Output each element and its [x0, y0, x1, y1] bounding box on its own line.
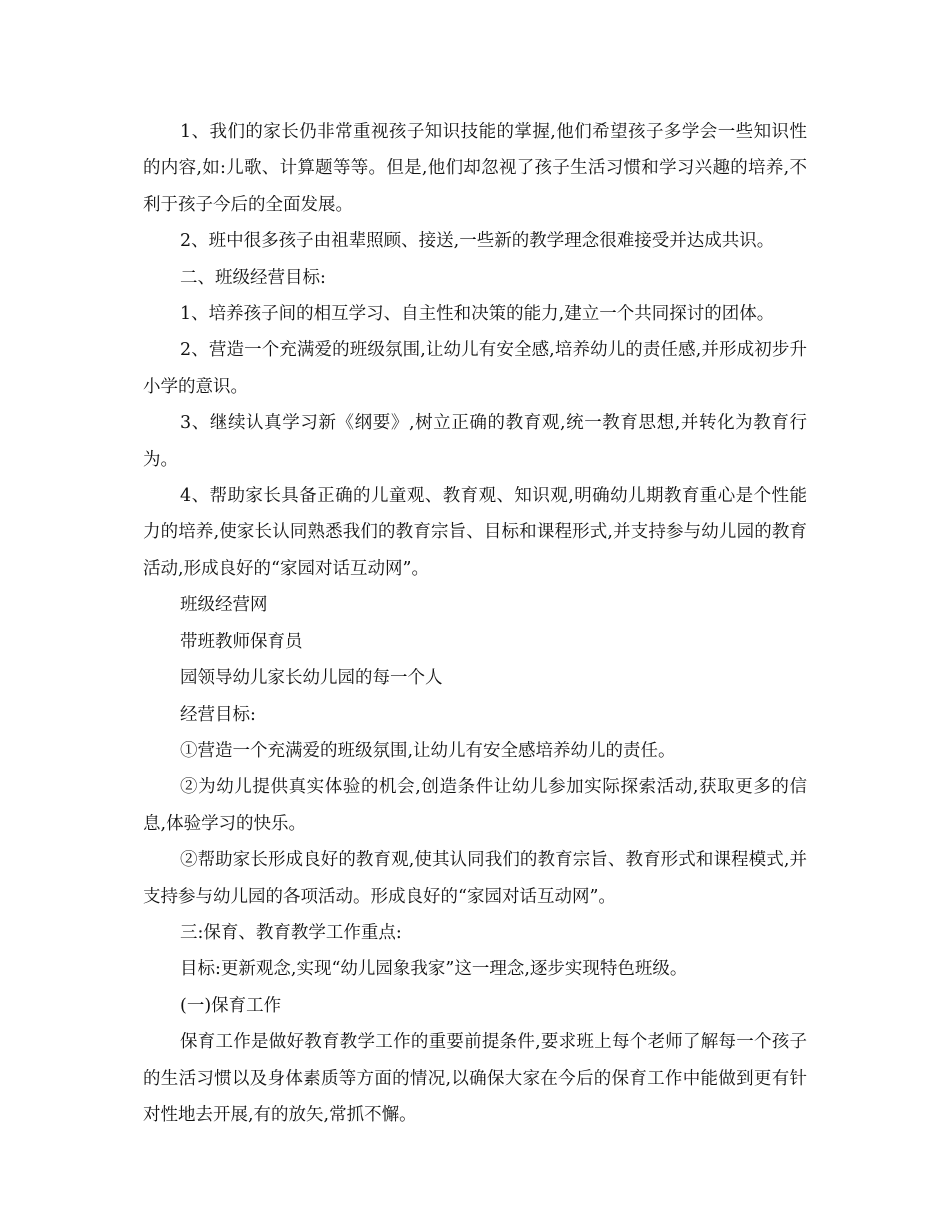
paragraph-goal-4: 4、帮助家长具备正确的儿童观、教育观、知识观,明确幼儿期教育重心是个性能力的培养,使家长认同熟悉我们的教育宗旨、目标和课程形式,并支持参与幼儿园的教育活动,形成良好的“家园对话互动网”。: [143, 486, 807, 579]
paragraph-goal-1: 1、培养孩子间的相互学习、自主性和决策的能力,建立一个共同探讨的团体。: [180, 304, 775, 325]
paragraph-grandparent-care: 2、班中很多孩子由祖辈照顾、接送,一些新的教学理念很难接受并达成共识。: [180, 231, 775, 252]
section-heading-work-focus: 三:保育、教育教学工作重点:: [180, 922, 402, 943]
label-class-network: 班级经营网: [180, 595, 268, 616]
paragraph-circle-goal-1: ①营造一个充满爱的班级氛围,让幼儿有安全感培养幼儿的责任。: [180, 740, 676, 761]
paragraph-goal-2: 2、营造一个充满爱的班级氛围,让幼儿有安全感,培养幼儿的责任感,并形成初步升小学的意识。: [143, 340, 807, 397]
label-stakeholders: 园领导幼儿家长幼儿园的每一个人: [180, 668, 443, 689]
document-body: [143, 114, 807, 1133]
label-operating-goals: 经营目标:: [180, 704, 256, 725]
paragraph-goal-3: 3、继续认真学习新《纲要》,树立正确的教育观,统一教育思想,并转化为教育行为。: [143, 413, 807, 470]
paragraph-circle-goal-2: ②为幼儿提供真实体验的机会,创造条件让幼儿参加实际探索活动,获取更多的信息,体验学习的快乐。: [143, 777, 807, 834]
paragraph-circle-goal-3: ②帮助家长形成良好的教育观,使其认同我们的教育宗旨、教育形式和课程模式,并支持参与幼儿园的各项活动。形成良好的“家园对话互动网”。: [143, 850, 807, 907]
paragraph-care-work: 保育工作是做好教育教学工作的重要前提条件,要求班上每个老师了解每一个孩子的生活习惯以及身体素质等方面的情况,以确保大家在今后的保育工作中能做到更有针对性地去开展,有的放矢,常抓不懈。: [143, 1032, 807, 1125]
paragraph-target: 目标:更新观念,实现“幼儿园象我家”这一理念,逐步实现特色班级。: [180, 959, 688, 980]
paragraph-parent-concern-skills: 1、我们的家长仍非常重视孩子知识技能的掌握,他们希望孩子多学会一些知识性的内容,如:儿歌、计算题等等。但是,他们却忽视了孩子生活习惯和学习兴趣的培养,不利于孩子今后的全面发展。: [143, 122, 807, 215]
section-heading-class-goals: 二、班级经营目标:: [180, 267, 326, 288]
label-teachers: 带班教师保育员: [180, 631, 303, 652]
subheading-care-work: (一)保育工作: [180, 995, 282, 1016]
